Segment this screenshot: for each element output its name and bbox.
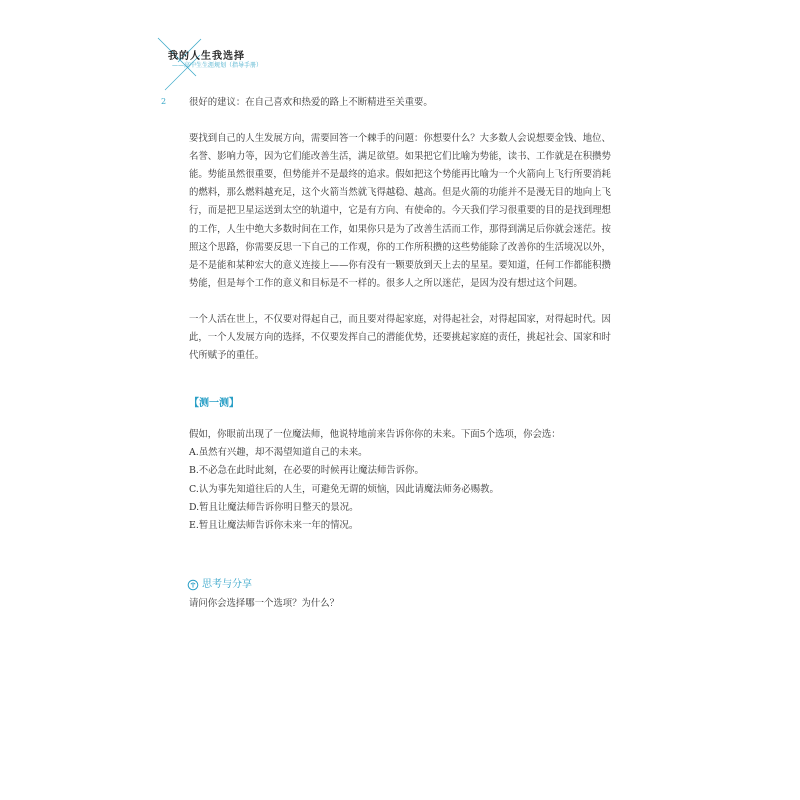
thinking-share-icon — [187, 579, 199, 591]
book-subtitle: ——高中生生涯规划（指导手册） — [172, 62, 263, 69]
share-section-title: 思考与分享 — [202, 578, 252, 590]
share-section-heading — [189, 575, 619, 595]
paragraph-responsibility: 一个人活在世上，不仅要对得起自己，而且要对得起家庭，对得起社会，对得起国家，对得起时代。因此，一个人发展方向的选择，不仅要发挥自己的潜能优势，还要挑起家庭的责任，挑起社会、国家和时代所赋予的重任。 — [189, 313, 611, 362]
option-e: E.暂且让魔法师告诉你未来一年的情况。 — [189, 519, 359, 531]
page-content — [189, 94, 619, 613]
option-a: A.虽然有兴趣，却不渴望知道自己的未来。 — [189, 447, 368, 459]
share-question: 请问你会选择哪一个选项？为什么？ — [189, 597, 340, 609]
test-section — [189, 426, 619, 535]
option-b: B.不必急在此时此刻，在必要的时候再让魔法师告诉你。 — [189, 465, 424, 477]
paragraph-intro: 很好的建议：在自己喜欢和热爱的路上不断精进至关重要。 — [189, 97, 433, 108]
test-intro: 假如，你眼前出现了一位魔法师，他说特地前来告诉你你的未来。下面5个选项，你会选： — [189, 429, 561, 441]
option-d: D.暂且让魔法师告诉你明日整天的景况。 — [189, 501, 359, 513]
test-section-heading: 【测一测】 — [189, 398, 239, 410]
paragraph-body: 要找到自己的人生发展方向，需要回答一个棘手的问题：你想要什么？大多数人会说想要金钱、地位、名誉、影响力等，因为它们能改善生活，满足欲望。如果把它们比喻为势能，读书、工作就是在积攒势能。势能虽然很重要，但势能并不是最终的追求。假如把这个势能再比喻为一个火箭向上飞行所要消耗的燃料，那么燃料越充足，这个火箭当然就飞得越稳、越高。但是火箭的功能并不是漫无目的地向上飞行，而是把卫星运送到太空的轨道中，它是有方向、有使命的。今天我们学习很重要的目的是找到理想的工作，人生中绝大多数时间在工作，如果你只是为了改善生活而工作，那得到满足后你就会迷茫。按照这个思路，你需要反思一下自己的工作观，你的工作所积攒的这些势能除了改善你的生活境况以外，是不是能和某种宏大的意义连接上——你有没有一颗要放到天上去的星星。要知道，任何工作都能积攒势能，但是每个工作的意义和目标是不一样的。很多人之所以迷茫，是因为没有想过这个问题。 — [189, 133, 611, 289]
option-c: C.认为事先知道往后的人生，可避免无谓的烦恼，因此请魔法师务必赐教。 — [189, 483, 499, 495]
page-number: 2 — [161, 97, 167, 106]
book-title: 我的人生我选择 — [168, 51, 245, 62]
